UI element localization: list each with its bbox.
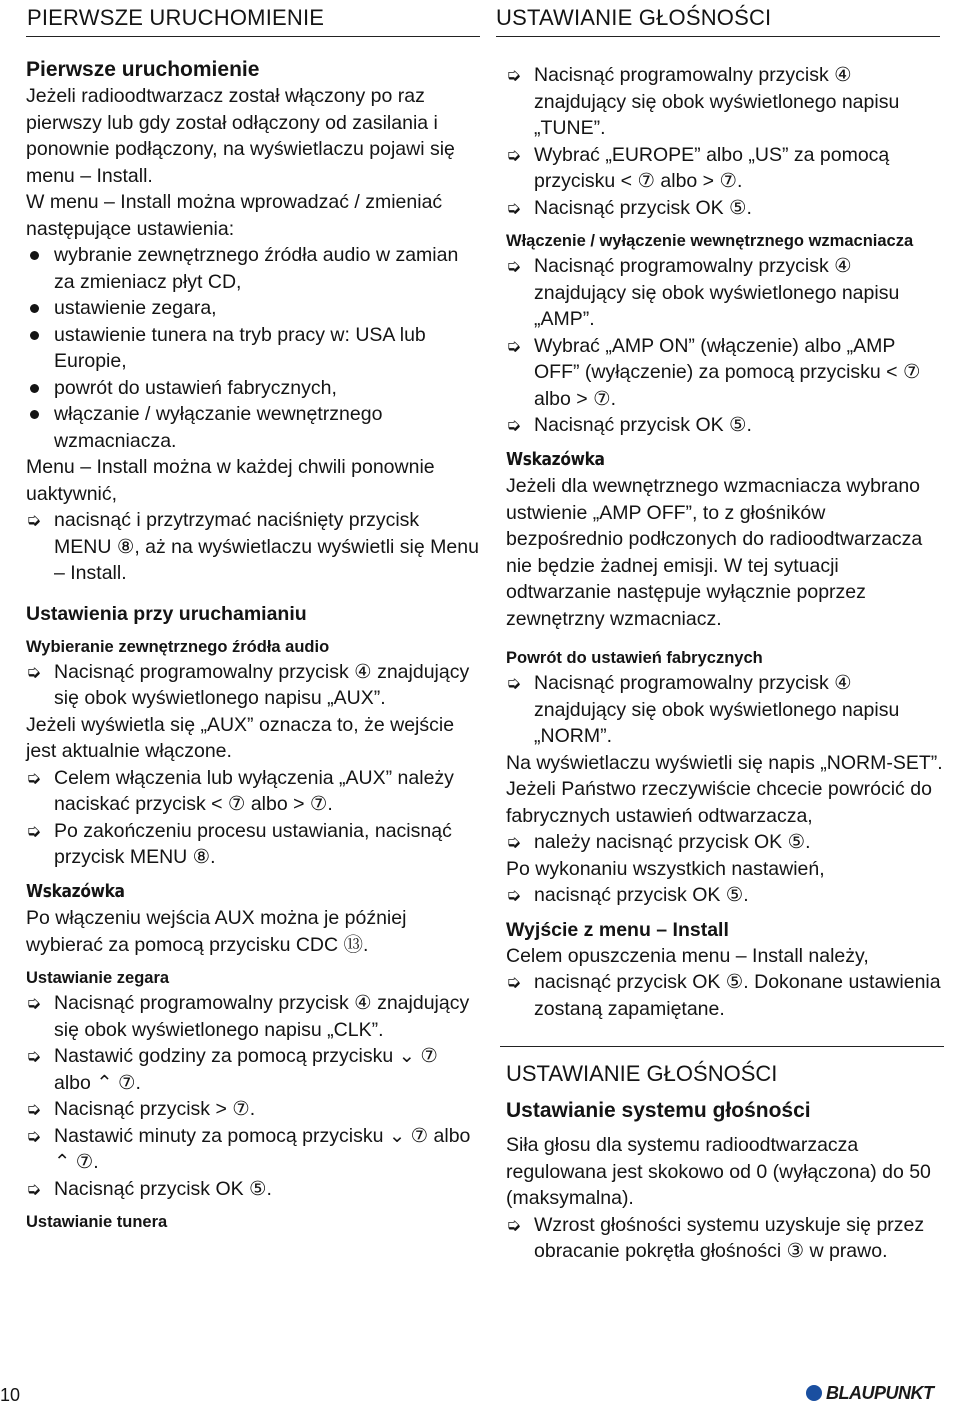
step-text: Nacisnąć programowalny przycisk ④ znajdujący się obok wyświetlonego napisu „CLK”. [54,992,470,1041]
section-title: Pierwsze uruchomienie [26,58,260,81]
right-page-header: USTAWIANIE GŁOŚNOŚCI [496,5,772,30]
instruction-step [26,990,480,1043]
arrow-right-icon: ➭ [506,415,522,435]
step-text: należy nacisnąć przycisk OK ⑤. [534,831,811,853]
aux-heading: Wybieranie zewnętrznego źródła audio [26,637,330,656]
arrow-right-icon: ➭ [506,972,522,992]
volume-section [506,1046,944,1265]
instruction-step [506,829,944,856]
instruction-step [26,1043,480,1096]
step-text: Celem włączenia lub wyłączenia „AUX” należy naciskać przycisk < ⑦ albo > ⑦. [54,766,454,815]
step-text: Nastawić godziny za pomocą przycisku ⌄ ⑦ albo ⌃ ⑦. [54,1045,438,1094]
right-header-rule [496,36,940,37]
arrow-right-icon: ➭ [26,1178,42,1199]
arrow-right-icon: ➭ [26,820,42,841]
step-text: Nacisnąć programowalny przycisk ④ znajdujący się obok wyświetlonego napisu „AMP”. [534,255,900,330]
intro-paragraph: Jeżeli radioodtwarzacz został włączony po raz pierwszy lub gdy został odłączony od zasilania i ponownie podłączony, na wyświetlaczu pojawi się menu – Install. [26,85,455,187]
instruction-step [26,1123,480,1176]
step-text: Nacisnąć przycisk > ⑦. [54,1098,256,1120]
instruction-step [506,62,944,142]
arrow-right-icon: ➭ [506,197,522,218]
right-column [506,62,944,1265]
left-header-rule [26,36,480,37]
volume-subtitle: Ustawianie systemu głośności [506,1099,811,1122]
instruction-step [506,670,944,750]
reactivate-paragraph: Menu – Install można w każdej chwili ponownie uaktywnić, [26,456,435,505]
instruction-step [26,507,480,587]
tip-text: Po włączeniu wejścia AUX można je później wybierać za pomocą przycisku CDC ⑬. [26,907,407,956]
aux-note: Jeżeli wyświetla się „AUX” oznacza to, że wejście jest aktualnie włączone. [26,713,455,762]
arrow-right-icon: ➭ [506,144,522,165]
step-text: Nastawić minuty za pomocą przycisku ⌄ ⑦ albo ⌃ ⑦. [54,1124,471,1173]
step-text: nacisnąć przycisk OK ⑤. [534,884,749,906]
step-text: nacisnąć i przytrzymać naciśnięty przycisk MENU ⑧, aż na wyświetlaczu wyświetli się Menu – Install. [54,509,479,584]
exit-text: Celem opuszczenia menu – Install należy, [506,944,869,967]
instruction-step [26,1176,480,1203]
step-text: Wybrać „EUROPE” albo „US” za pomocą przycisku < ⑦ albo > ⑦. [534,143,890,192]
list-item: włączanie / wyłączanie wewnętrznego wzmacniacza. [26,401,480,454]
step-text: Nacisnąć programowalny przycisk ④ znajdujący się obok wyświetlonego napisu „TUNE”. [534,64,900,139]
left-page-header: PIERWSZE URUCHOMIENIE [27,5,325,30]
step-text: Nacisnąć programowalny przycisk ④ znajdujący się obok wyświetlonego napisu „AUX”. [54,660,470,709]
reset-note: Po wykonaniu wszystkich nastawień, [506,857,825,880]
step-text: Nacisnąć przycisk OK ⑤. [534,414,752,436]
arrow-right-icon: ➭ [26,1125,42,1146]
arrow-right-icon: ➭ [506,673,522,693]
left-column [26,56,480,1234]
amp-heading: Włączenie / wyłączenie wewnętrznego wzmacniacza [506,232,914,250]
instruction-step [26,1096,480,1123]
step-text: Wzrost głośności systemu uzyskuje się przez obracanie pokrętła głośności ③ w prawo. [534,1213,925,1262]
tip-text: Jeżeli dla wewnętrznego wzmacniacza wybrano ustwienie „AMP OFF”, to z głośników bezpośrednio podłczonych do radioodtwarzacza nie będzie żadnej emisji. W tej sytuacji odtwarzanie następuje wyłącznie poprzez zewnętrzny wzmacniacz. [506,475,923,630]
list-item: powrót do ustawień fabrycznych, [26,375,480,402]
arrow-right-icon: ➭ [506,885,522,905]
arrow-right-icon: ➭ [506,832,522,852]
reset-note: Na wyświetlaczu wyświetli się napis „NORM-SET”. [506,751,943,774]
step-text: Po zakończeniu procesu ustawiania, nacisnąć przycisk MENU ⑧. [54,819,452,868]
instruction-step [506,969,944,1022]
tip-label: Wskazówka [506,448,605,470]
reset-heading: Powrót do ustawień fabrycznych [506,649,763,667]
list-item: ustawienie tunera na tryb pracy w: USA lub Europie, [26,322,480,375]
list-item: wybranie zewnętrznego źródła audio w zamian za zmieniacz płyt CD, [26,242,480,295]
subsection-title: Ustawienia przy uruchamianiu [26,602,307,625]
instruction-step [506,1212,944,1265]
instruction-step [26,765,480,818]
volume-section-title: USTAWIANIE GŁOŚNOŚCI [506,1061,778,1086]
instruction-step [506,195,944,222]
step-text: Wybrać „AMP ON” (włączenie) albo „AMP OFF” (wyłączenie) za pomocą przycisku < ⑦ albo > ⑦. [534,334,921,410]
step-text: nacisnąć przycisk OK ⑤. Dokonane ustawienia zostaną zapamiętane. [534,971,941,1020]
instruction-step [506,142,944,195]
brand-name: BLAUPUNKT [826,1383,934,1403]
step-text: Nacisnąć programowalny przycisk ④ znajdujący się obok wyświetlonego napisu „NORM”. [534,672,900,747]
arrow-right-icon: ➭ [506,65,522,85]
exit-heading: Wyjście z menu – Install [506,918,729,941]
brand-logo [806,1380,934,1407]
arrow-right-icon: ➭ [506,335,522,356]
list-item: ustawienie zegara, [26,295,480,322]
instruction-step [26,818,480,871]
arrow-right-icon: ➭ [26,1099,42,1119]
clock-heading: Ustawianie zegara [26,969,170,987]
volume-text: Siła głosu dla systemu radioodtwarzacza regulowana jest skokowo od 0 (wyłączona) do 50 (maksymalna). [506,1134,931,1209]
step-text: Nacisnąć przycisk OK ⑤. [534,196,752,219]
arrow-right-icon: ➭ [26,1046,42,1066]
instruction-step [506,882,944,909]
arrow-right-icon: ➭ [506,256,522,276]
arrow-right-icon: ➭ [26,767,42,788]
arrow-right-icon: ➭ [26,661,42,682]
instruction-step [506,333,944,413]
arrow-right-icon: ➭ [26,510,42,530]
step-text: Nacisnąć przycisk OK ⑤. [54,1177,272,1200]
reset-note: Jeżeli Państwo rzeczywiście chcecie powrócić do fabrycznych ustawień odtwarzacza, [506,778,932,827]
page-number: 10 [0,1385,21,1405]
arrow-right-icon: ➭ [506,1214,522,1235]
section-rule [500,1046,944,1047]
brand-dot-icon [806,1385,822,1401]
tuner-heading: Ustawianie tunera [26,1213,168,1231]
instruction-step [506,253,944,333]
instruction-step [26,659,480,712]
arrow-right-icon: ➭ [26,993,42,1013]
tip-label: Wskazówka [26,880,125,902]
menu-intro-paragraph: W menu – Install można wprowadzać / zmieniać następujące ustawienia: [26,191,443,240]
instruction-step [506,412,944,439]
